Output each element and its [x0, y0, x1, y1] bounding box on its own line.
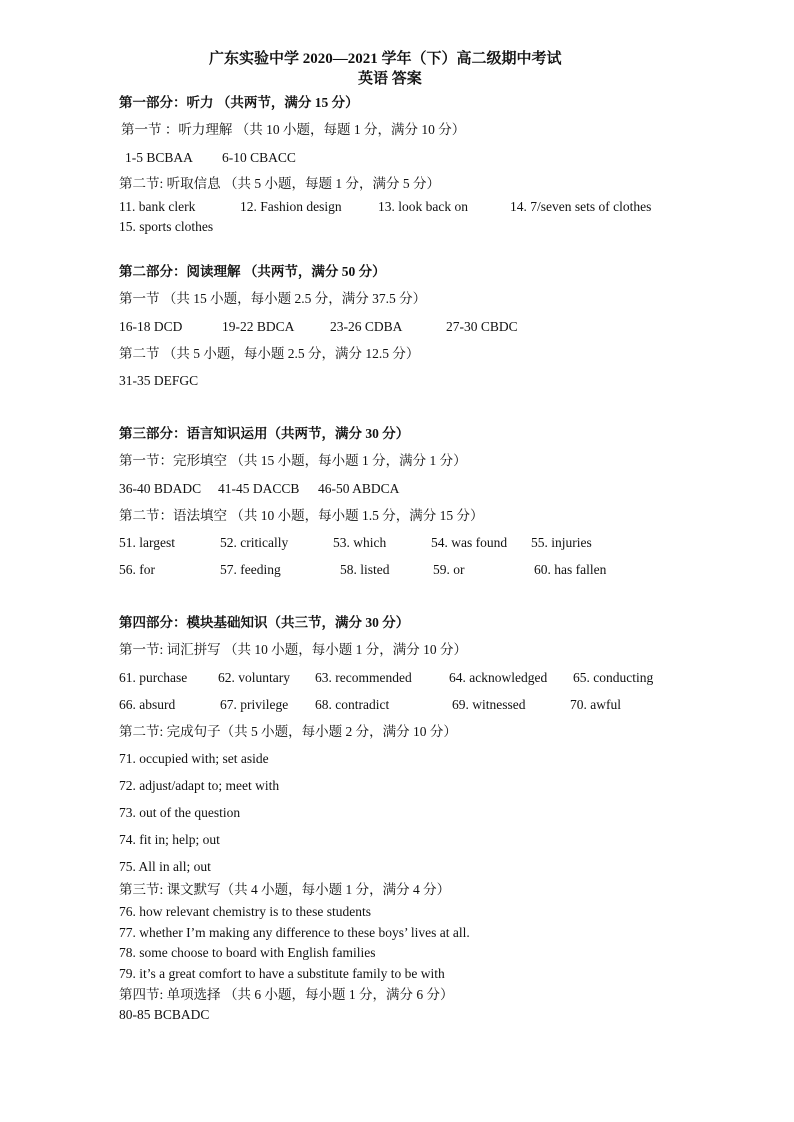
answer-item: 79. it’s a great comfort to have a substitute family to be with	[119, 966, 445, 981]
answer-item: 69. witnessed	[452, 697, 526, 712]
part2-sec1-heading: 第一节 （共 15 小题，每小题 2.5 分，满分 37.5 分）	[119, 291, 427, 306]
answer-group: 1-5 BCBAA	[125, 150, 193, 165]
answer-group: 27-30 CBDC	[446, 319, 518, 334]
answer-group: 31-35 DEFGC	[119, 373, 199, 388]
page-title: 广东实验中学 2020—2021 学年（下）高二级期中考试	[209, 51, 562, 67]
part3-sec2-heading: 第二节：语法填空 （共 10 小题，每小题 1.5 分，满分 15 分）	[119, 508, 484, 523]
answer-item: 74. fit in; help; out	[119, 832, 220, 847]
answer-item: 70. awful	[570, 697, 621, 712]
part4-heading: 第四部分：模块基础知识（共三节，满分 30 分）	[119, 615, 410, 630]
part4-sec2-heading: 第二节: 完成句子（共 5 小题，每小题 2 分，满分 10 分）	[119, 724, 457, 739]
answer-item: 68. contradict	[315, 697, 390, 712]
part3-heading: 第三部分：语言知识运用（共两节，满分 30 分）	[119, 426, 410, 441]
answer-item: 77. whether I’m making any difference to these boys’ lives at all.	[119, 925, 470, 940]
answer-item: 13. look back on	[378, 199, 468, 214]
answer-item: 62. voluntary	[218, 670, 290, 685]
answer-item: 11. bank clerk	[119, 199, 196, 214]
answer-item: 52. critically	[220, 535, 289, 550]
answer-item: 65. conducting	[573, 670, 654, 685]
answer-item: 58. listed	[340, 562, 390, 577]
part1-sec2-heading: 第二节: 听取信息 （共 5 小题，每题 1 分，满分 5 分）	[119, 176, 441, 191]
answer-item: 59. or	[433, 562, 465, 577]
answer-item: 57. feeding	[220, 562, 281, 577]
answer-group: 19-22 BDCA	[222, 319, 295, 334]
answer-item: 63. recommended	[315, 670, 412, 685]
answer-group: 6-10 CBACC	[222, 150, 296, 165]
answer-item: 14. 7/seven sets of clothes	[510, 199, 652, 214]
answer-group: 41-45 DACCB	[218, 481, 300, 496]
answer-item: 67. privilege	[220, 697, 289, 712]
answer-item: 73. out of the question	[119, 805, 241, 820]
answer-group: 23-26 CDBA	[330, 319, 403, 334]
answer-group: 46-50 ABDCA	[318, 481, 400, 496]
part3-sec1-heading: 第一节：完形填空 （共 15 小题，每小题 1 分，满分 1 分）	[119, 453, 467, 468]
part2-sec2-heading: 第二节 （共 5 小题，每小题 2.5 分，满分 12.5 分）	[119, 346, 420, 361]
answer-item: 64. acknowledged	[449, 670, 548, 685]
answer-item: 55. injuries	[531, 535, 592, 550]
answer-item: 75. All in all; out	[119, 859, 211, 874]
answer-group: 36-40 BDADC	[119, 481, 202, 496]
part4-sec3-heading: 第三节: 课文默写（共 4 小题，每小题 1 分，满分 4 分）	[119, 882, 451, 897]
answer-item: 60. has fallen	[534, 562, 607, 577]
answer-item: 15. sports clothes	[119, 219, 214, 234]
answer-item: 61. purchase	[119, 670, 188, 685]
part1-heading: 第一部分：听力 （共两节，满分 15 分）	[119, 95, 359, 110]
answer-item: 71. occupied with; set aside	[119, 751, 269, 766]
answer-item: 53. which	[333, 535, 387, 550]
answer-item: 76. how relevant chemistry is to these students	[119, 904, 371, 919]
answer-item: 54. was found	[431, 535, 508, 550]
answer-item: 78. some choose to board with English families	[119, 945, 376, 960]
part4-sec4-heading: 第四节: 单项选择 （共 6 小题，每小题 1 分，满分 6 分）	[119, 987, 454, 1002]
page-subtitle: 英语 答案	[358, 71, 422, 87]
answer-group: 16-18 DCD	[119, 319, 183, 334]
answer-item: 66. absurd	[119, 697, 176, 712]
part4-sec1-heading: 第一节: 词汇拼写 （共 10 小题，每小题 1 分，满分 10 分）	[119, 642, 468, 657]
part2-heading: 第二部分：阅读理解 （共两节，满分 50 分）	[119, 264, 386, 279]
answer-item: 56. for	[119, 562, 155, 577]
part1-sec1-heading: 第一节 ：听力理解 （共 10 小题，每题 1 分，满分 10 分）	[121, 122, 466, 137]
answer-item: 72. adjust/adapt to; meet with	[119, 778, 280, 793]
answer-item: 51. largest	[119, 535, 175, 550]
answer-item: 12. Fashion design	[240, 199, 342, 214]
answer-group: 80-85 BCBADC	[119, 1007, 210, 1022]
